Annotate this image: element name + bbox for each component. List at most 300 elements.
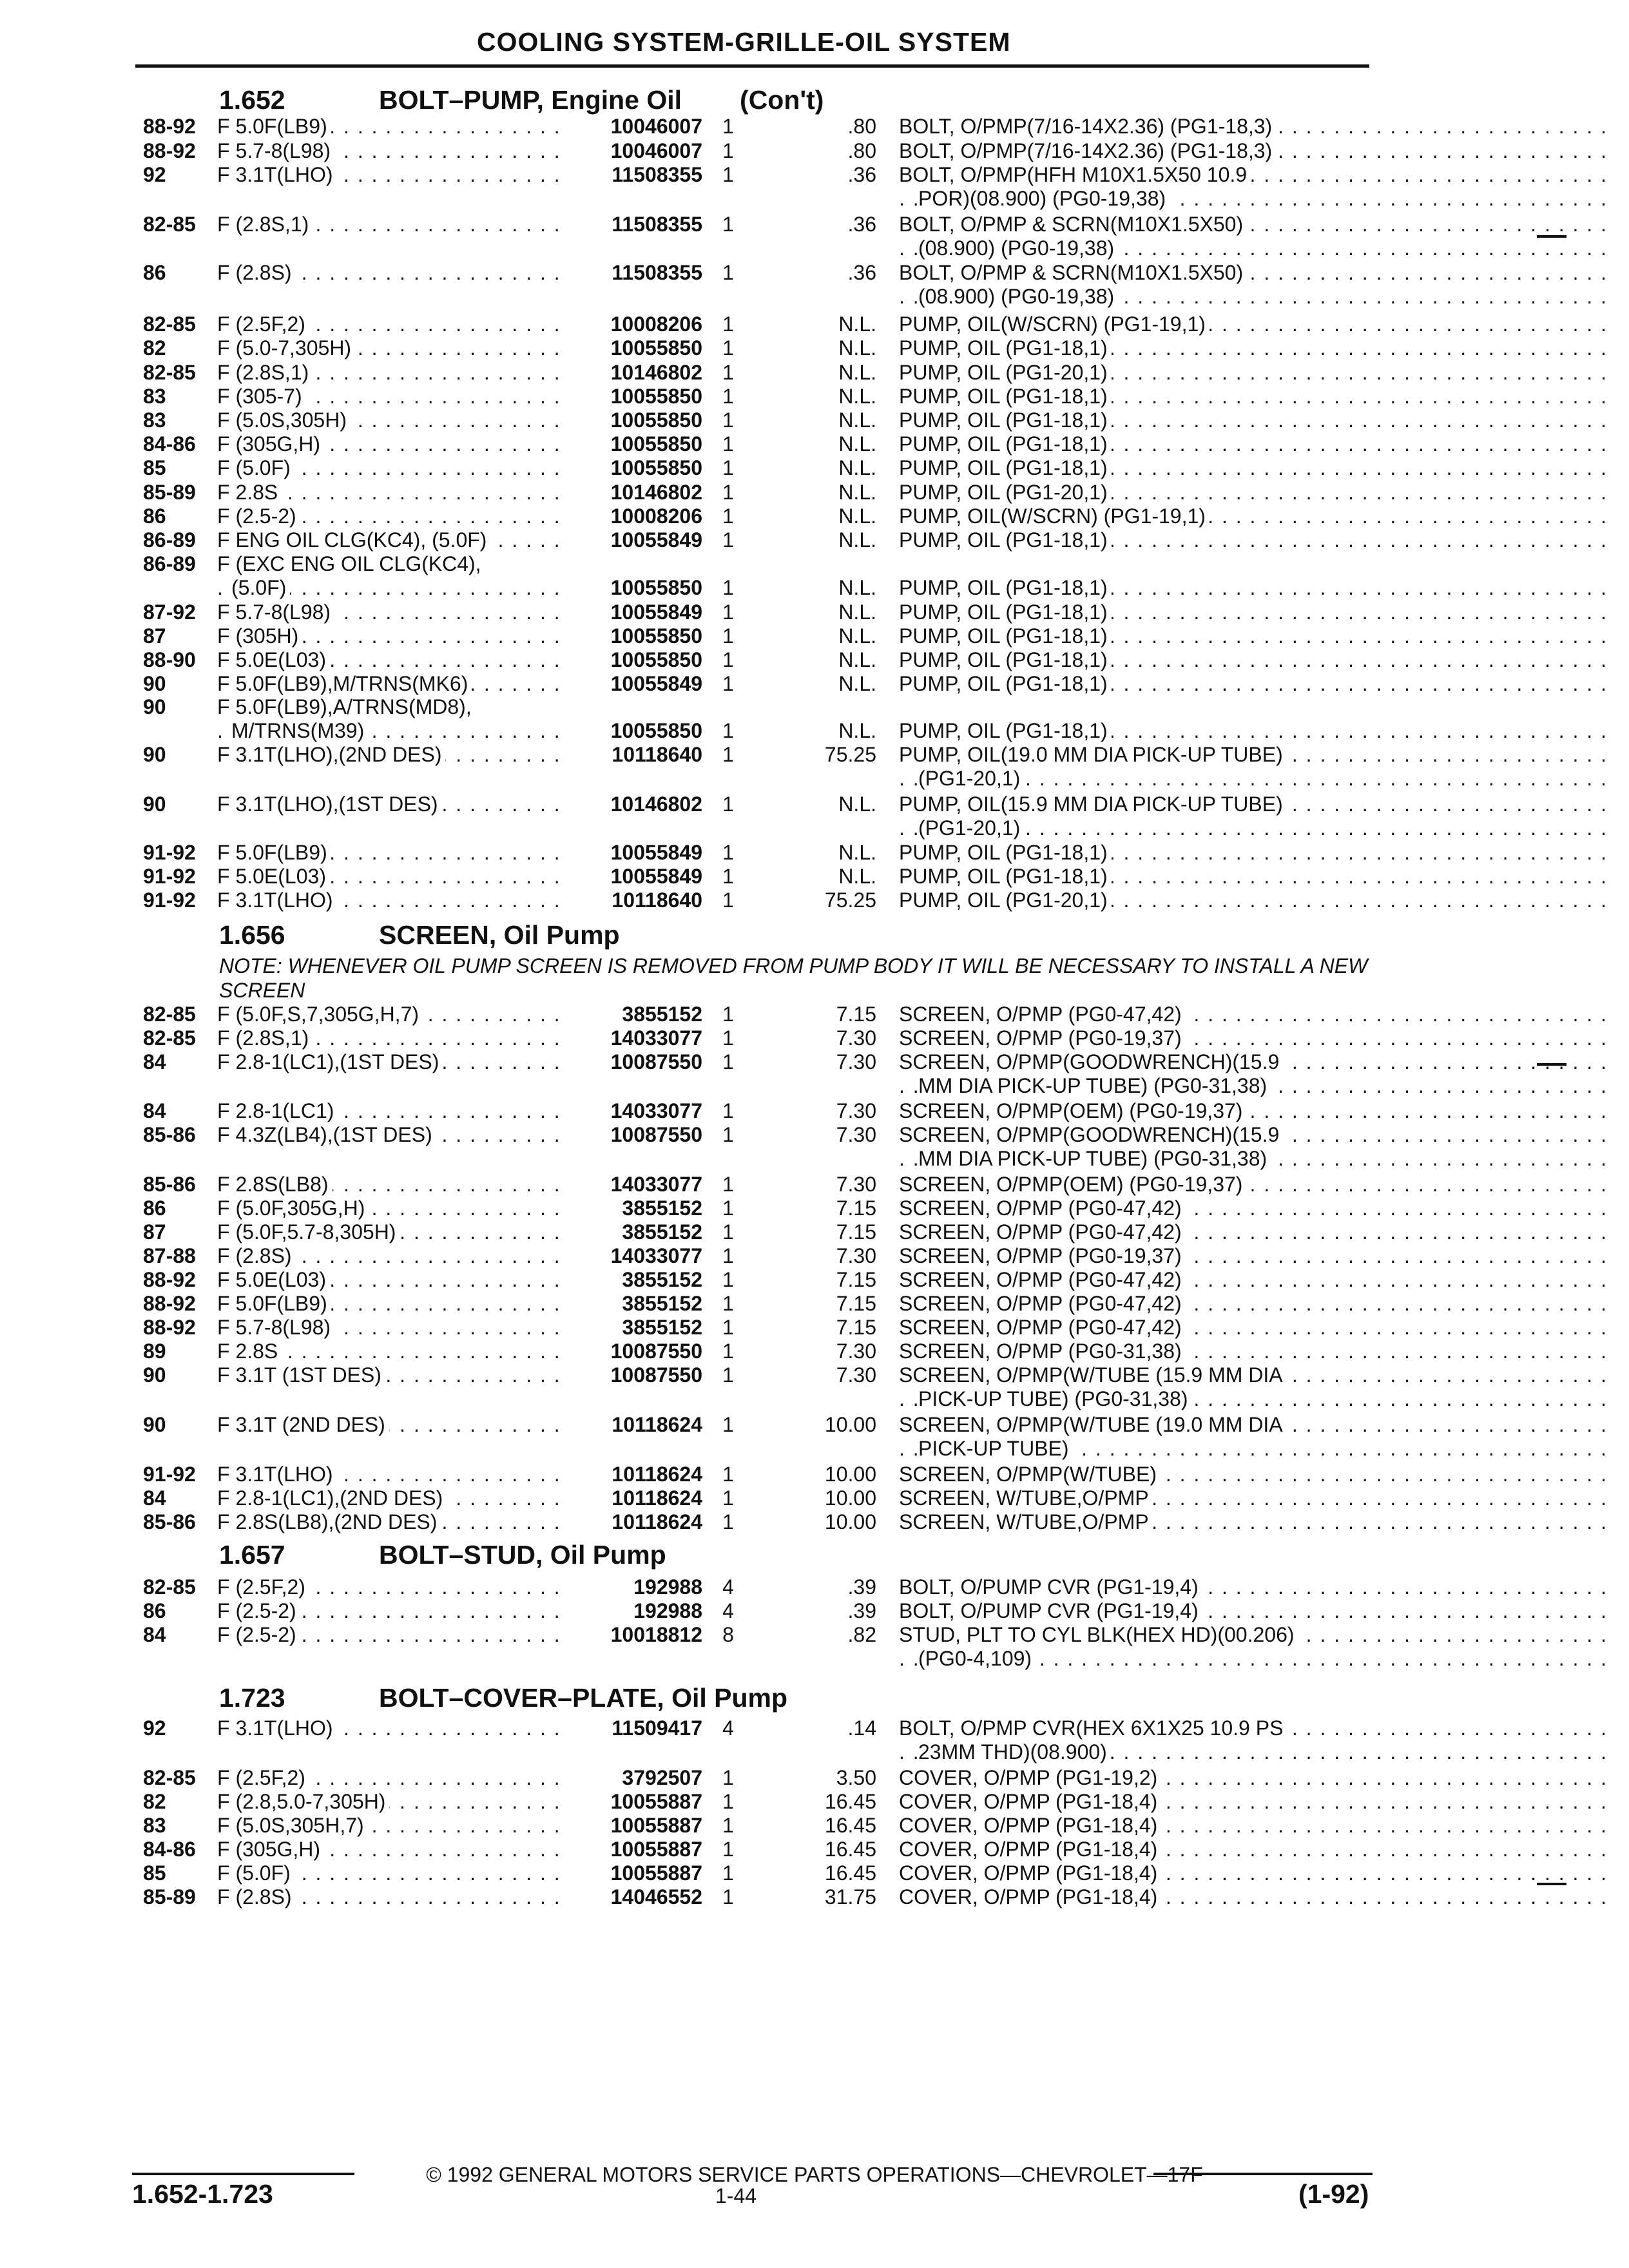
quantity: 1 [722, 312, 734, 336]
description-text: SCREEN, O/PMP (PG0-47,42) [899, 1003, 1186, 1026]
application-text: F 2.8-1(LC1) [217, 1099, 338, 1122]
description [899, 672, 1614, 696]
application [217, 1814, 563, 1838]
application-text: F (2.5-2) [217, 1623, 300, 1646]
price: 16.45 [824, 1790, 876, 1813]
model-year: 88-92 [143, 115, 196, 138]
quantity: 1 [722, 456, 734, 479]
quantity: 1 [722, 1003, 734, 1026]
description-line [899, 1647, 1614, 1671]
application [217, 528, 563, 552]
application-text: F 3.1T(LHO) [217, 1716, 337, 1740]
application [217, 1316, 563, 1340]
description [899, 1340, 1614, 1363]
price: 7.30 [836, 1123, 876, 1146]
header-rule [135, 64, 1369, 68]
quantity: 1 [722, 1268, 734, 1291]
model-year: 82-85 [143, 1575, 196, 1599]
application-text: F 2.8-1(LC1),(1ST DES) [217, 1050, 443, 1073]
application-text: F (5.0S,305H) [217, 408, 351, 432]
description [899, 889, 1614, 912]
quantity: 1 [722, 115, 734, 138]
description-line [899, 1292, 1614, 1316]
part-number: 10055887 [610, 1814, 702, 1837]
model-year: 82 [143, 1790, 166, 1813]
application-text: F 3.1T (2ND DES) [217, 1413, 389, 1436]
description-text: COVER, O/PMP (PG1-18,4) [899, 1790, 1161, 1813]
model-year: 83 [143, 408, 166, 432]
description-line [899, 1123, 1614, 1147]
description [899, 1268, 1614, 1292]
price: .36 [847, 261, 876, 284]
quantity: 1 [722, 601, 734, 624]
price: .80 [847, 115, 876, 138]
part-number: 10055887 [610, 1838, 702, 1861]
description-line [899, 1244, 1614, 1268]
application-text: F (5.0F,S,7,305G,H,7) [217, 1003, 423, 1026]
application-text: F ENG OIL CLG(KC4), (5.0F) [217, 528, 490, 552]
description [899, 1003, 1614, 1026]
description-text: PUMP, OIL(19.0 MM DIA PICK-UP TUBE) [899, 743, 1287, 766]
part-number: 11509417 [612, 1716, 702, 1740]
price: 3.50 [836, 1766, 876, 1789]
application [217, 601, 563, 624]
quantity: 1 [722, 1220, 734, 1244]
section-header-1652 [219, 85, 824, 115]
description [899, 793, 1614, 840]
description [899, 1838, 1614, 1861]
application-text: F (EXC ENG OIL CLG(KC4), [217, 552, 485, 575]
model-year: 86 [143, 261, 166, 284]
description [899, 408, 1614, 432]
description [899, 601, 1614, 624]
part-number: 10008206 [610, 312, 702, 336]
description-text: BOLT, O/PMP(HFH M10X1.5X50 10.9 [899, 163, 1251, 186]
description [899, 1316, 1614, 1340]
quantity: 1 [722, 624, 734, 648]
price: 7.15 [836, 1316, 876, 1339]
application-text: F 3.1T (1ST DES) [217, 1363, 385, 1387]
part-number: 10146802 [610, 793, 702, 816]
model-year: 91-92 [143, 841, 196, 864]
application [217, 1026, 563, 1050]
description-line [899, 432, 1614, 456]
application [217, 1268, 563, 1292]
description-line [899, 1790, 1614, 1814]
application-text: F (2.5F,2) [217, 1575, 309, 1599]
model-year: 90 [143, 793, 166, 816]
description-line [899, 1268, 1614, 1292]
price: N.L. [838, 336, 876, 360]
description-line [899, 841, 1614, 865]
description-text: SCREEN, W/TUBE,O/PMP [899, 1510, 1153, 1533]
model-year: 88-92 [143, 1292, 196, 1315]
description-line [899, 528, 1614, 552]
description-text: PICK-UP TUBE) [918, 1437, 1073, 1460]
description-text: PUMP, OIL (PG1-18,1) [899, 624, 1112, 648]
quantity: 1 [722, 1861, 734, 1885]
description-line [899, 456, 1614, 480]
part-number: 10055887 [610, 1861, 702, 1885]
description-text: PUMP, OIL (PG1-18,1) [899, 408, 1112, 432]
description [899, 139, 1614, 163]
description-text: COVER, O/PMP (PG1-18,4) [899, 1838, 1161, 1861]
application-text: F (305-7) [217, 385, 306, 408]
description-line [899, 1814, 1614, 1838]
description [899, 743, 1614, 791]
price: 7.30 [836, 1340, 876, 1363]
model-year: 87 [143, 624, 166, 648]
application-text: F 5.0F(LB9) [217, 1292, 331, 1315]
description-text: PUMP, OIL (PG1-20,1) [899, 889, 1112, 912]
part-number: 10118624 [612, 1413, 702, 1436]
quantity: 1 [722, 213, 734, 236]
price: N.L. [838, 505, 876, 528]
application-text: F (5.0-7,305H) [217, 336, 355, 360]
description-text: BOLT, O/PMP CVR(HEX 6X1X25 10.9 PS [899, 1716, 1287, 1740]
description-line [899, 336, 1614, 360]
section-number: 1.657 [219, 1540, 285, 1570]
application [217, 576, 563, 600]
description-line [899, 1437, 1614, 1461]
part-number: 10055850 [610, 719, 702, 742]
price: N.L. [838, 865, 876, 888]
description [899, 1413, 1614, 1461]
part-number: 3855152 [622, 1003, 702, 1026]
description [899, 1510, 1614, 1534]
price: 75.25 [824, 889, 876, 912]
quantity: 1 [722, 1885, 734, 1908]
model-year: 88-92 [143, 1316, 196, 1339]
model-year: 84-86 [143, 1838, 196, 1861]
quantity: 1 [722, 1510, 734, 1533]
part-number: 10055850 [610, 456, 702, 479]
application-text: F (2.8S) [217, 1244, 296, 1267]
part-number: 10055850 [610, 336, 702, 360]
description-text: PICK-UP TUBE) (PG0-31,38) [918, 1387, 1192, 1410]
description-text: PUMP, OIL(W/SCRN) (PG1-19,1) [899, 312, 1210, 336]
description-text: (PG0-4,109) [918, 1647, 1036, 1670]
application-text: F 4.3Z(LB4),(1ST DES) [217, 1123, 436, 1146]
description-text: PUMP, OIL (PG1-18,1) [899, 841, 1112, 864]
quantity: 1 [722, 841, 734, 864]
description-text: BOLT, O/PUMP CVR (PG1-19,4) [899, 1599, 1202, 1622]
description-text: PUMP, OIL (PG1-20,1) [899, 361, 1112, 384]
quantity: 1 [722, 1790, 734, 1813]
price: 16.45 [824, 1861, 876, 1885]
description-line [899, 719, 1614, 743]
description-line [899, 1740, 1614, 1764]
section-header-1656 [219, 920, 620, 950]
description [899, 163, 1614, 211]
application-text: F (2.8S,1) [217, 361, 313, 384]
application [217, 719, 563, 743]
quantity: 1 [722, 1026, 734, 1050]
price: 10.00 [824, 1413, 876, 1436]
model-year: 85 [143, 456, 166, 479]
application [217, 361, 563, 385]
quantity: 1 [722, 505, 734, 528]
description [899, 1599, 1614, 1623]
part-number: 10055850 [610, 408, 702, 432]
description-text: PUMP, OIL (PG1-18,1) [899, 385, 1112, 408]
model-year: 87 [143, 1220, 166, 1244]
model-year: 83 [143, 1814, 166, 1837]
quantity: 4 [722, 1599, 734, 1622]
description-line [899, 1510, 1614, 1534]
application-text: F 5.0F(LB9) [217, 841, 331, 864]
description [899, 1099, 1614, 1123]
description-line [899, 816, 1614, 840]
application [217, 385, 563, 408]
description-line [899, 767, 1614, 791]
quantity: 1 [722, 576, 734, 599]
margin-mark [1537, 1063, 1566, 1066]
description-text: SCREEN, O/PMP (PG0-47,42) [899, 1292, 1186, 1315]
application-text: F (5.0F,305G,H) [217, 1196, 369, 1220]
model-year: 86-89 [143, 528, 196, 552]
price: .80 [847, 139, 876, 162]
price: 7.15 [836, 1196, 876, 1220]
application [217, 552, 563, 576]
description-text: PUMP, OIL (PG1-18,1) [899, 576, 1112, 599]
description-text: COVER, O/PMP (PG1-18,4) [899, 1814, 1161, 1837]
application [217, 408, 563, 432]
description-line [899, 285, 1614, 309]
description [899, 1196, 1614, 1220]
part-number: 14033077 [610, 1026, 702, 1050]
section-number: 1.656 [219, 920, 285, 950]
description-text: BOLT, O/PUMP CVR (PG1-19,4) [899, 1575, 1202, 1599]
description-line [899, 576, 1614, 600]
part-number: 10008206 [610, 505, 702, 528]
part-number: 10055849 [610, 601, 702, 624]
part-number: 10118640 [612, 743, 702, 766]
description-line [899, 163, 1614, 187]
price: 7.30 [836, 1050, 876, 1073]
price: N.L. [838, 793, 876, 816]
price: N.L. [838, 456, 876, 479]
description-text: PUMP, OIL(15.9 MM DIA PICK-UP TUBE) [899, 793, 1287, 816]
application-text: F (5.0S,305H,7) [217, 1814, 368, 1837]
application [217, 672, 563, 696]
price: 7.30 [836, 1099, 876, 1122]
application-text: F 5.7-8(L98) [217, 139, 334, 162]
model-year: 91-92 [143, 1463, 196, 1486]
quantity: 1 [722, 408, 734, 432]
description-line [899, 889, 1614, 912]
model-year: 84 [143, 1050, 166, 1073]
description [899, 719, 1614, 743]
part-number: 10055849 [610, 841, 702, 864]
application [217, 1340, 563, 1363]
model-year: 90 [143, 695, 166, 718]
price: 31.75 [824, 1885, 876, 1908]
description-text: (08.900) (PG0-19,38) [918, 236, 1118, 260]
model-year: 90 [143, 1413, 166, 1436]
description-line [899, 1838, 1614, 1861]
quantity: 4 [722, 1575, 734, 1599]
description-text: 23MM THD)(08.900) [918, 1740, 1111, 1763]
section-title: BOLT–PUMP, Engine Oil [379, 85, 682, 115]
part-number: 10146802 [610, 481, 702, 504]
application-text: F 5.7-8(L98) [217, 601, 334, 624]
description-line [899, 1316, 1614, 1340]
application [217, 889, 563, 912]
section-continued: (Con't) [740, 85, 824, 115]
application [217, 1575, 563, 1599]
model-year: 84 [143, 1623, 166, 1646]
application-text: F 2.8-1(LC1),(2ND DES) [217, 1486, 447, 1510]
description-text: PUMP, OIL (PG1-18,1) [899, 719, 1112, 742]
application [217, 115, 563, 139]
application [217, 1861, 563, 1885]
description-line [899, 743, 1614, 767]
description [899, 336, 1614, 360]
description-text: SCREEN, O/PMP (PG0-47,42) [899, 1268, 1186, 1291]
application [217, 1173, 563, 1196]
application-text: F (305G,H) [217, 1838, 324, 1861]
application-text: F (5.0F) [217, 456, 294, 479]
price: N.L. [838, 624, 876, 648]
model-year: 82-85 [143, 213, 196, 236]
description-text: PUMP, OIL (PG1-18,1) [899, 648, 1112, 671]
quantity: 1 [722, 1099, 734, 1122]
quantity: 1 [722, 432, 734, 456]
description-text: (PG1-20,1) [918, 767, 1024, 790]
description [899, 1790, 1614, 1814]
description [899, 1575, 1614, 1599]
part-number: 10055850 [610, 576, 702, 599]
description-line [899, 1885, 1614, 1909]
application-text: F 3.1T(LHO) [217, 1463, 337, 1486]
model-year: 83 [143, 385, 166, 408]
application [217, 481, 563, 505]
description-line [899, 1003, 1614, 1026]
description-text: SCREEN, O/PMP(W/TUBE (19.0 MM DIA [899, 1413, 1287, 1436]
model-year: 86 [143, 1196, 166, 1220]
description-line [899, 1766, 1614, 1790]
description-line [899, 408, 1614, 432]
model-year: 90 [143, 672, 166, 695]
description-line [899, 1363, 1614, 1387]
price: .36 [847, 213, 876, 236]
model-year: 85-86 [143, 1173, 196, 1196]
price: 7.15 [836, 1292, 876, 1315]
price: N.L. [838, 312, 876, 336]
description-line [899, 601, 1614, 624]
quantity: 1 [722, 1316, 734, 1339]
model-year: 88-92 [143, 1268, 196, 1291]
application [217, 743, 563, 767]
application [217, 336, 563, 360]
quantity: 1 [722, 1050, 734, 1073]
description-text: PUMP, OIL (PG1-20,1) [899, 481, 1112, 504]
footer-copyright: © 1992 GENERAL MOTORS SERVICE PARTS OPERATIONS—CHEVROLET—17F [426, 2163, 1203, 2186]
price: N.L. [838, 528, 876, 552]
description-text: POR)(08.900) (PG0-19,38) [918, 187, 1170, 210]
description-line [899, 1716, 1614, 1740]
model-year: 84 [143, 1486, 166, 1510]
application-text: F 2.8S(LB8) [217, 1173, 333, 1196]
quantity: 1 [722, 1173, 734, 1196]
price: N.L. [838, 361, 876, 384]
description [899, 481, 1614, 505]
description-text: BOLT, O/PMP(7/16-14X2.36) (PG1-18,3) [899, 115, 1276, 138]
model-year: 85-86 [143, 1510, 196, 1533]
application [217, 1623, 563, 1647]
description-line [899, 793, 1614, 816]
footer-page-number: 1-44 [715, 2184, 757, 2207]
quantity: 1 [722, 648, 734, 671]
application-text: F (2.5F,2) [217, 1766, 309, 1789]
application-text: F (2.5-2) [217, 1599, 300, 1622]
price: N.L. [838, 601, 876, 624]
application [217, 1003, 563, 1026]
description-text: COVER, O/PMP (PG1-18,4) [899, 1861, 1161, 1885]
section-title: SCREEN, Oil Pump [379, 920, 620, 950]
application [217, 163, 563, 187]
part-number: 10087550 [610, 1363, 702, 1387]
model-year: 82-85 [143, 1026, 196, 1050]
model-year: 91-92 [143, 865, 196, 888]
application-text: F 3.1T(LHO) [217, 889, 337, 912]
application [217, 1790, 563, 1814]
section-header-1657 [219, 1540, 666, 1570]
application [217, 432, 563, 456]
model-year: 85-89 [143, 481, 196, 504]
description-text: SCREEN, O/PMP (PG0-19,37) [899, 1244, 1186, 1267]
price: N.L. [838, 481, 876, 504]
application-text: F 5.0F(LB9),M/TRNS(MK6) [217, 672, 472, 695]
description-line [899, 624, 1614, 648]
price: 7.30 [836, 1026, 876, 1050]
description [899, 1173, 1614, 1196]
description-text: (08.900) (PG0-19,38) [918, 285, 1118, 308]
application [217, 1220, 563, 1244]
part-number: 14046552 [610, 1885, 702, 1908]
description-text: SCREEN, O/PMP (PG0-47,42) [899, 1220, 1186, 1244]
description-line [899, 1387, 1614, 1411]
model-year: 84-86 [143, 432, 196, 456]
model-year: 86-89 [143, 552, 196, 575]
description-line [899, 261, 1614, 285]
application-text: F 2.8S [217, 1340, 282, 1363]
quantity: 1 [722, 743, 734, 766]
description-line [899, 1463, 1614, 1486]
application [217, 1363, 563, 1387]
description [899, 624, 1614, 648]
model-year: 92 [143, 163, 166, 186]
description-line [899, 1196, 1614, 1220]
part-number: 10018812 [610, 1623, 702, 1646]
description-line [899, 1413, 1614, 1437]
application [217, 1838, 563, 1861]
model-year: 92 [143, 1716, 166, 1740]
description-text: SCREEN, O/PMP(OEM) (PG0-19,37) [899, 1173, 1246, 1196]
quantity: 1 [722, 1838, 734, 1861]
application [217, 1510, 563, 1534]
description-text: BOLT, O/PMP & SCRN(M10X1.5X50) [899, 261, 1247, 284]
description [899, 1244, 1614, 1268]
part-number: 11508355 [612, 261, 702, 284]
description-line [899, 361, 1614, 385]
part-number: 3855152 [622, 1220, 702, 1244]
application-text: F (2.8S) [217, 1885, 296, 1908]
model-year: 82 [143, 336, 166, 360]
description-line [899, 1074, 1614, 1098]
application [217, 1123, 563, 1147]
